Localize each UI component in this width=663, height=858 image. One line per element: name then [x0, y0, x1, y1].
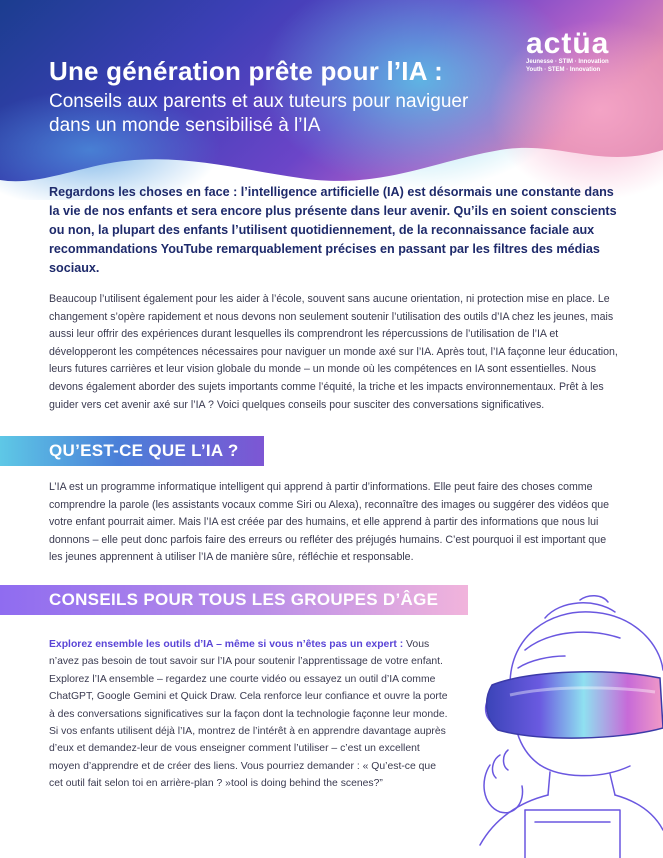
section-heading: QU’EST-CE QUE L’IA ? — [49, 441, 239, 460]
vr-visor — [487, 672, 663, 738]
logo-tagline-en: Youth · STEM · Innovation — [526, 67, 601, 73]
logo-tagline-fr: Jeunesse · STIM · Innovation — [526, 59, 609, 65]
page-subtitle: Conseils aux parents et aux tuteurs pour naviguer dans un monde sensibilisé à l’IA — [49, 91, 469, 136]
tip-lead: Explorez ensemble les outils d’IA – même si vous n’êtes pas un expert : — [49, 639, 404, 650]
section-banner-tips — [0, 585, 468, 615]
tip-paragraph — [49, 636, 449, 793]
body-paragraph-2: L’IA est un programme informatique intelligent qui apprend à partir d’informations. Elle peut faire des choses comme comprendre la parole (les assistants vocaux comme Siri ou Alexa), reconnaître des images ou suggérer des vidéos que votre enfant pourrait aimer. Mais l’IA est créée par des humains, et elle apprend à partir des informations que nous lui donnons – elle peut donc parfois faire des erreurs ou refléter des préjugés humains. C’est pourquoi il est important que les jeunes apprennent à utiliser l’IA de manière sûre, réfléchie et responsable. — [49, 481, 609, 564]
logo-wordmark: actüa — [526, 27, 610, 60]
tip-body: Vous n’avez pas besoin de tout savoir sur l’IA pour soutenir l’apprentissage de votre enfant. Explorez l’IA ensemble – regardez une courte vidéo ou essayez un outil d’IA comme ChatGPT, Google Gemini et Quick Draw. Cela renforce leur confiance et ouvre la porte à des conversations significatives sur la façon dont la technologie façonne leur monde. Si vos enfants utilisent déjà l’IA, montrez de l’intérêt à en apprendre davantage auprès d’eux et demandez-leur de vous enseigner comment l’utiliser – c’est un excellent moyen d’apprendre et de créer des liens. Vous pourriez demander : « Qu’est-ce que cet outil fait selon toi en arrière-plan ? »tool is doing behind the scenes?” — [49, 639, 448, 790]
intro-paragraph: Regardons les choses en face : l’intelligence artificielle (IA) est désormais une constante dans la vie de nos enfants et sera encore plus présente dans leur avenir. Qu’ils en soient conscients ou non, la plupart des enfants l’utilisent quotidiennement, de la reconnaissance faciale aux recommandations YouTube remarquablement précises en passant par les filtres des médias sociaux. — [49, 185, 617, 275]
body-paragraph-1: Beaucoup l’utilisent également pour les aider à l’école, souvent sans aucune orientation, ni protection mise en place. Le changement s’opère rapidement et nous devons non seulement soutenir l’utilisation des outils d’IA chez les jeunes, mais aussi leur offrir des expériences durant lesquelles ils comprendront les répercussions de l’utilisation de l’IA et développeront les compétences nécessaires pour naviguer un monde axé sur l’IA. Après tout, l’IA façonne leur éducation, leurs futures carrières et leur vision globale du monde – un monde où les compétences en IA sont essentielles. Nous devons également aborder des sujets importants comme l’équité, la triche et les impacts environnementaux. Prêt à les guider vers cet avenir axé sur l’IA ? Voici quelques conseils pour susciter des conversations significatives. — [49, 293, 618, 411]
header-hero — [0, 0, 663, 200]
page-title: Une génération prête pour l’IA : — [49, 56, 444, 86]
section-banner-what-is-ai — [0, 436, 264, 466]
section-heading: CONSEILS POUR TOUS LES GROUPES D’ÂGE — [49, 590, 439, 609]
actua-logo — [526, 27, 626, 74]
vr-headset-illustration — [470, 590, 663, 858]
